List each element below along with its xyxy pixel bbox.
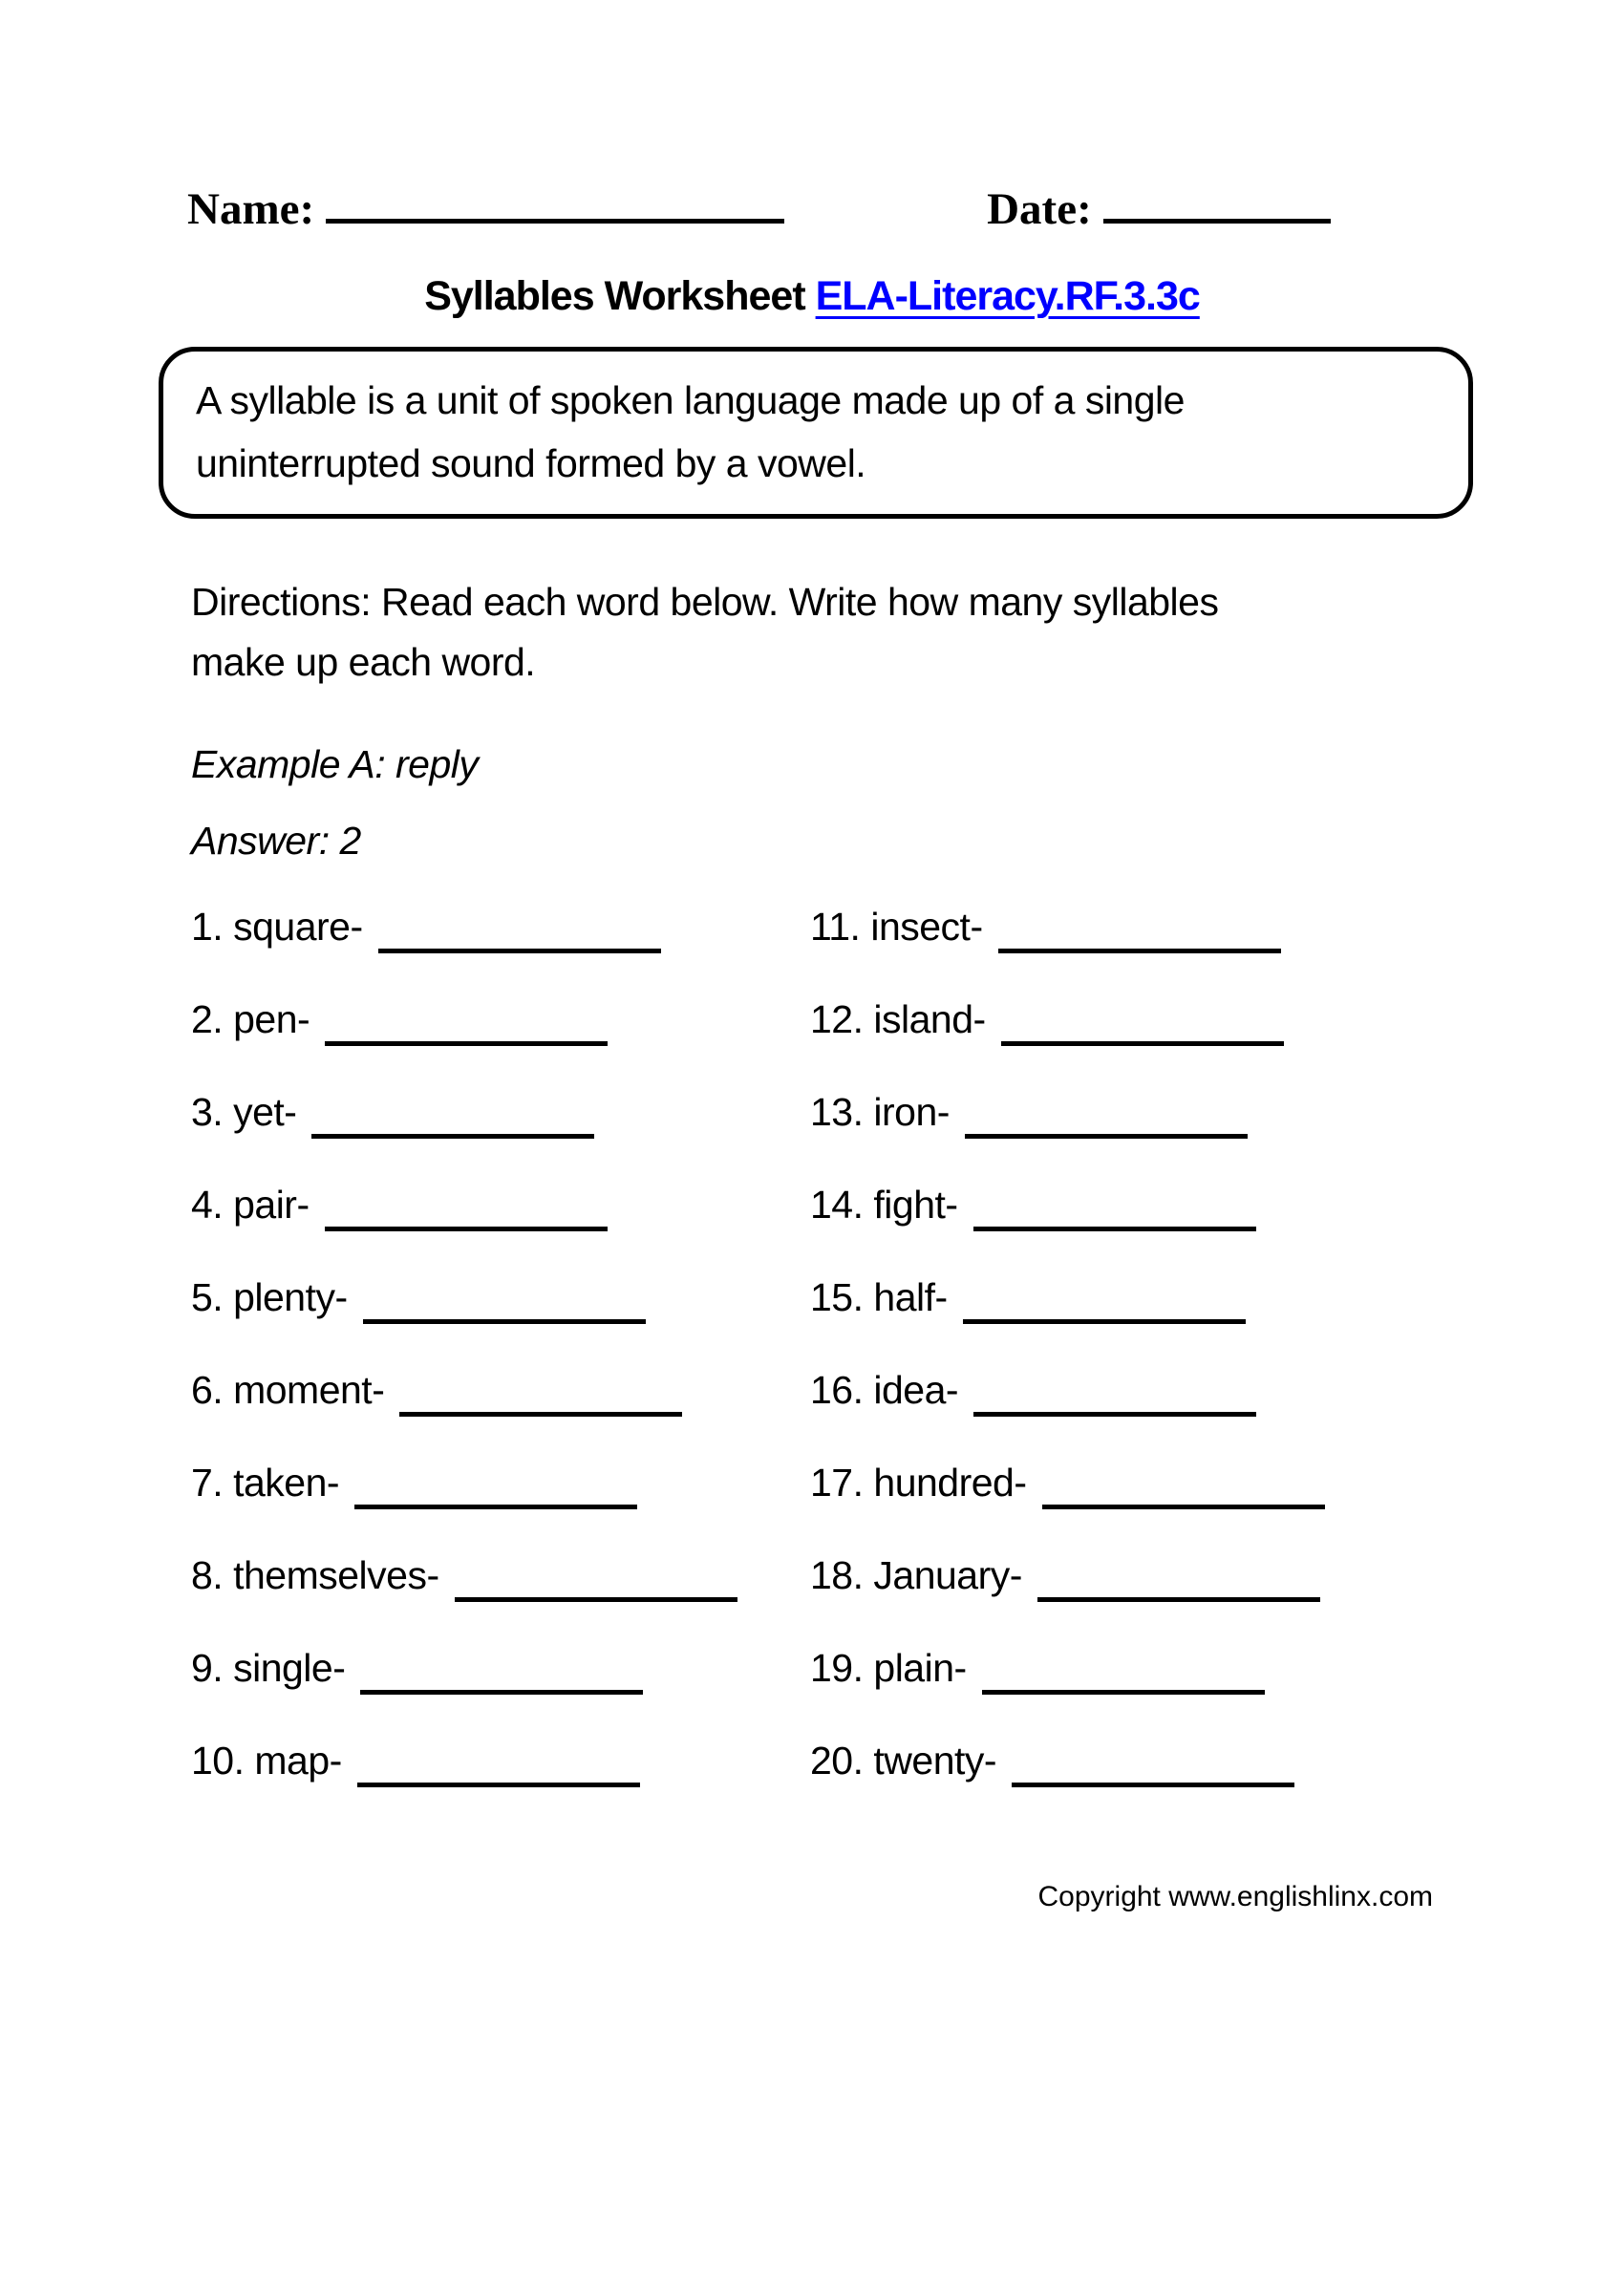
list-item-11 xyxy=(810,905,1624,997)
name-label: Name: xyxy=(187,184,315,234)
answer-blank-3[interactable] xyxy=(311,1105,594,1139)
item-label: 5. plenty- xyxy=(191,1275,348,1319)
item-label: 19. plain- xyxy=(810,1646,967,1690)
worksheet-title xyxy=(0,273,1624,320)
example-block xyxy=(191,742,1624,895)
answer-blank-1[interactable] xyxy=(378,920,661,953)
list-item-2 xyxy=(191,997,810,1090)
item-label: 20. twenty- xyxy=(810,1739,997,1783)
list-item-6 xyxy=(191,1368,810,1461)
item-label: 2. pen- xyxy=(191,997,310,1041)
list-item-20 xyxy=(810,1739,1624,1831)
item-label: 11. insect- xyxy=(810,905,983,949)
answer-blank-18[interactable] xyxy=(1037,1569,1320,1602)
answer-blank-12[interactable] xyxy=(1001,1013,1284,1046)
item-label: 15. half- xyxy=(810,1275,948,1319)
answer-blank-4[interactable] xyxy=(325,1198,608,1231)
item-label: 13. iron- xyxy=(810,1090,950,1134)
item-label: 7. taken- xyxy=(191,1461,340,1505)
list-item-7 xyxy=(191,1461,810,1553)
answer-blank-2[interactable] xyxy=(325,1013,608,1046)
example-line: Example A: reply xyxy=(191,742,479,786)
list-item-16 xyxy=(810,1368,1624,1461)
copyright-text: Copyright www.englishlinx.com xyxy=(1037,1881,1433,1912)
name-date-row xyxy=(187,183,1624,235)
list-item-13 xyxy=(810,1090,1624,1183)
list-item-4 xyxy=(191,1183,810,1275)
item-label: 3. yet- xyxy=(191,1090,297,1134)
answer-blank-16[interactable] xyxy=(973,1383,1256,1417)
list-item-10 xyxy=(191,1739,810,1831)
list-item-12 xyxy=(810,997,1624,1090)
word-list xyxy=(191,905,1624,1831)
list-item-19 xyxy=(810,1646,1624,1739)
answer-blank-15[interactable] xyxy=(963,1291,1246,1324)
item-label: 8. themselves- xyxy=(191,1553,439,1597)
item-label: 10. map- xyxy=(191,1739,342,1783)
directions xyxy=(191,572,1624,693)
directions-line2: make up each word. xyxy=(191,640,536,684)
answer-blank-11[interactable] xyxy=(998,920,1281,953)
list-item-14 xyxy=(810,1183,1624,1275)
worksheet-page xyxy=(0,183,1624,2285)
list-item-3 xyxy=(191,1090,810,1183)
answer-blank-7[interactable] xyxy=(354,1476,637,1509)
answer-blank-9[interactable] xyxy=(360,1661,643,1695)
item-label: 1. square- xyxy=(191,905,363,949)
item-label: 16. idea- xyxy=(810,1368,959,1412)
name-input-line[interactable] xyxy=(326,190,784,224)
item-label: 18. January- xyxy=(810,1553,1022,1597)
item-label: 9. single- xyxy=(191,1646,346,1690)
answer-blank-5[interactable] xyxy=(363,1291,646,1324)
answer-blank-13[interactable] xyxy=(965,1105,1248,1139)
list-item-15 xyxy=(810,1275,1624,1368)
item-label: 14. fight- xyxy=(810,1183,958,1227)
answer-blank-17[interactable] xyxy=(1042,1476,1325,1509)
footer xyxy=(0,1881,1624,1913)
title-text: Syllables Worksheet xyxy=(424,273,805,319)
date-label: Date: xyxy=(987,184,1092,234)
answer-blank-10[interactable] xyxy=(357,1754,640,1787)
answer-blank-19[interactable] xyxy=(982,1661,1265,1695)
item-label: 6. moment- xyxy=(191,1368,385,1412)
list-item-1 xyxy=(191,905,810,997)
item-label: 17. hundred- xyxy=(810,1461,1027,1505)
item-label: 4. pair- xyxy=(191,1183,310,1227)
definition-line1: A syllable is a unit of spoken language made up of a single xyxy=(196,378,1185,422)
list-item-18 xyxy=(810,1553,1624,1646)
answer-blank-14[interactable] xyxy=(973,1198,1256,1231)
list-column-left xyxy=(191,905,810,1831)
item-label: 12. island- xyxy=(810,997,986,1041)
definition-box xyxy=(159,347,1473,519)
standard-link[interactable]: ELA-Literacy.RF.3.3c xyxy=(815,273,1200,319)
list-item-5 xyxy=(191,1275,810,1368)
definition-line2: uninterrupted sound formed by a vowel. xyxy=(196,441,866,485)
answer-blank-8[interactable] xyxy=(455,1569,737,1602)
answer-blank-6[interactable] xyxy=(399,1383,682,1417)
list-item-17 xyxy=(810,1461,1624,1553)
directions-line1: Directions: Read each word below. Write how many syllables xyxy=(191,580,1219,624)
date-input-line[interactable] xyxy=(1103,190,1331,224)
answer-blank-20[interactable] xyxy=(1012,1754,1294,1787)
list-item-8 xyxy=(191,1553,810,1646)
list-item-9 xyxy=(191,1646,810,1739)
list-column-right xyxy=(810,905,1624,1831)
example-answer-line: Answer: 2 xyxy=(191,819,361,863)
